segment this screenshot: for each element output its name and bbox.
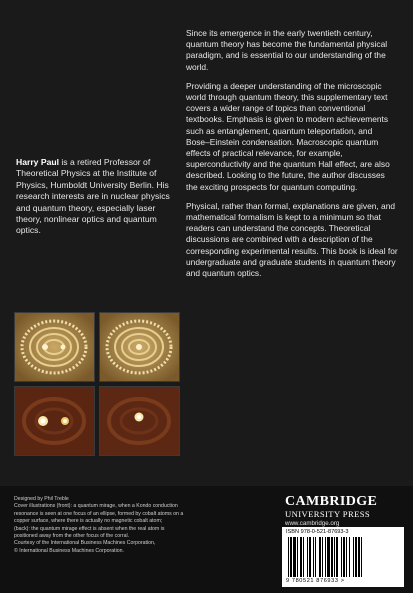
corral-image-top-right — [99, 312, 180, 382]
author-name: Harry Paul — [16, 157, 59, 167]
book-description — [186, 28, 398, 287]
quantum-mirage-illustrations — [14, 312, 180, 456]
publisher-press: UNIVERSITY PRESS — [285, 509, 371, 519]
author-bio — [16, 157, 178, 237]
credit-line: Courtesy of the International Business Machines Corporation, — [14, 540, 156, 547]
credit-line: resonance is seen at one focus of an ellipse, formed by cobalt atoms on a — [14, 510, 184, 517]
mirage-image-bottom-right — [99, 386, 180, 456]
credit-line: (back): the quantum mirage effect is absent when the real atom is — [14, 525, 165, 532]
credit-line: Designed by Phil Treble — [14, 496, 69, 502]
description-paragraph: Physical, rather than formal, explanations are given, and mathematical formalism is kept to a minimum so that readers can understand the concepts. Theoretical discussions are combined with a description of the corresponding experimental results. This book is ideal for undergraduate and graduate students in quantum theory and quantum optics. — [186, 200, 398, 279]
publisher-url: www.cambridge.org — [285, 520, 340, 527]
barcode-number: 9 780521 876933 > — [286, 578, 345, 584]
publisher-name: CAMBRIDGE — [285, 494, 378, 509]
barcode-bars — [286, 537, 400, 577]
credit-line: positioned away from the other focus of the corral. — [14, 533, 130, 540]
cover-credits — [14, 496, 254, 555]
description-paragraph: Providing a deeper understanding of the microscopic world through quantum theory, this supplementary text covers a wider range of topics than conventional textbooks. Emphasis is given to modern achievements such as entanglement, quantum teleportation, and Bose–Einstein condensation. Macroscopic quantum effects of practical relevance, for example, superconductivity and the quantum Hall effect, are also described. Looking to the future, the author discusses the exciting prospects for quantum computing. — [186, 80, 390, 192]
publisher-logo — [285, 494, 403, 527]
corral-image-top-left — [14, 312, 95, 382]
credit-line: copper surface, where there is actually no magnetic cobalt atom; — [14, 518, 163, 525]
description-paragraph: Since its emergence in the early twentieth century, quantum theory has become the fundamental physical paradigm, and is essential to our understanding of the world. — [186, 28, 388, 72]
isbn-text: ISBN 978-0-521-87693-3 — [286, 529, 349, 535]
author-bio-text: is a retired Professor of Theoretical Physics at the Institute of Physics, Humboldt University Berlin. His research interests are in nuclear physics and quantum theory, especially laser theory, nonlinear optics and quantum optics. — [16, 157, 170, 236]
credit-line: Cover illustrations (front): a quantum mirage, when a Kondo conduction — [14, 503, 178, 510]
credit-line: © International Business Machines Corporation. — [14, 547, 124, 554]
barcode — [282, 527, 404, 587]
mirage-image-bottom-left — [14, 386, 95, 456]
